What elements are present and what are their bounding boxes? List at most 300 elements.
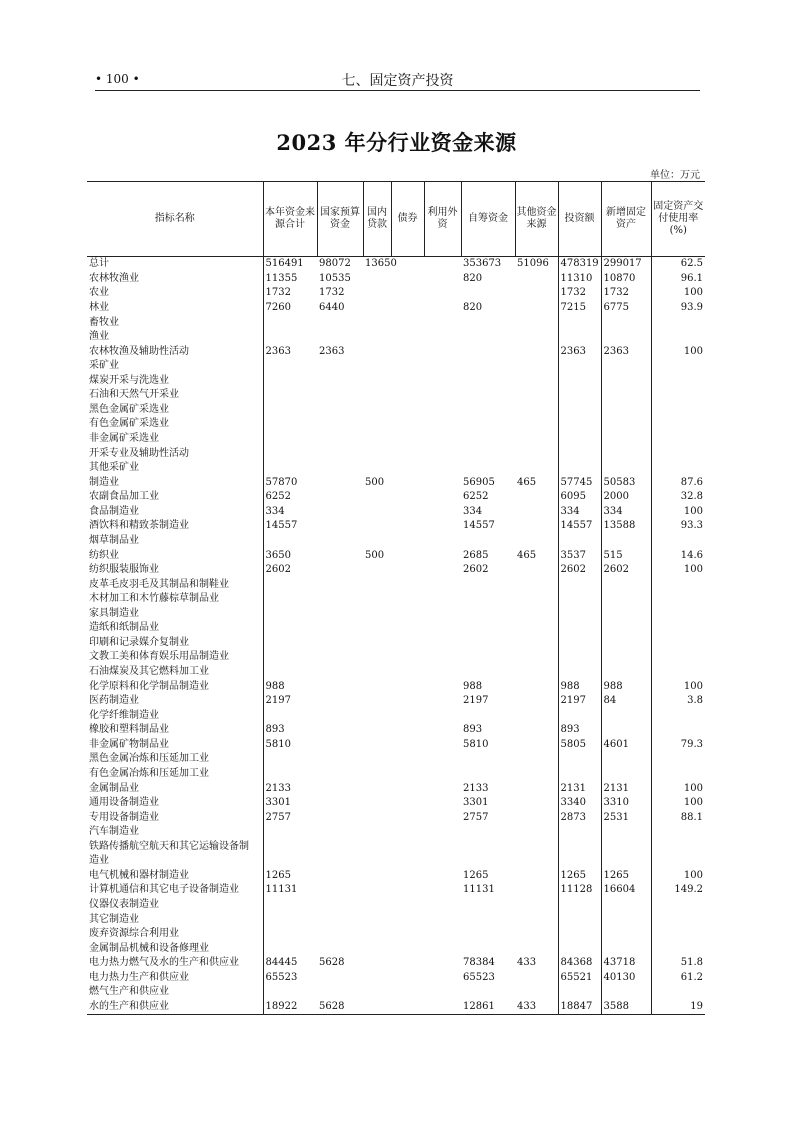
table-cell: 11128 <box>558 883 601 898</box>
table-cell <box>317 446 363 461</box>
table-cell <box>601 767 651 782</box>
table-cell <box>651 941 705 956</box>
table-cell: 84445 <box>263 956 317 971</box>
table-cell <box>424 490 461 505</box>
table-cell <box>515 738 558 753</box>
table-cell <box>515 796 558 811</box>
table-cell: 2133 <box>263 781 317 796</box>
table-cell <box>391 840 424 855</box>
column-header: 指标名称 <box>87 182 263 257</box>
table-cell <box>461 927 515 942</box>
table-cell: 14557 <box>263 519 317 534</box>
table-cell <box>424 359 461 374</box>
table-cell <box>317 548 363 563</box>
table-row <box>87 971 705 986</box>
table-cell <box>515 344 558 359</box>
table-cell <box>391 752 424 767</box>
table-cell <box>263 388 317 403</box>
table-cell <box>515 636 558 651</box>
table-cell <box>651 840 705 855</box>
row-label: 纺织服装服饰业 <box>89 564 159 576</box>
table-cell <box>391 315 424 330</box>
table-cell <box>424 272 461 287</box>
table-cell <box>515 417 558 432</box>
table-cell <box>317 898 363 913</box>
table-cell: 2131 <box>601 781 651 796</box>
table-cell <box>651 665 705 680</box>
column-header: 债券 <box>391 182 424 257</box>
row-label: 黑色金属矿采选业 <box>89 403 169 415</box>
table-row <box>87 577 705 592</box>
table-row <box>87 490 705 505</box>
table-cell <box>391 563 424 578</box>
table-cell <box>515 577 558 592</box>
table-cell <box>263 315 317 330</box>
table-cell <box>515 650 558 665</box>
table-cell <box>424 636 461 651</box>
table-cell <box>601 315 651 330</box>
table-cell <box>391 985 424 1000</box>
table-cell <box>424 417 461 432</box>
table-cell <box>461 388 515 403</box>
row-label: 烟草制品业 <box>89 534 139 546</box>
table-cell <box>363 650 391 665</box>
funding-sources-table <box>87 181 705 1015</box>
table-cell <box>363 272 391 287</box>
table-cell: 7215 <box>558 301 601 316</box>
table-cell <box>651 577 705 592</box>
table-cell <box>391 708 424 723</box>
table-cell <box>461 898 515 913</box>
unit-note: 单位：万元 <box>650 170 700 181</box>
table-cell <box>651 374 705 389</box>
table-row <box>87 534 705 549</box>
table-cell <box>363 359 391 374</box>
table-cell <box>461 636 515 651</box>
table-cell <box>263 650 317 665</box>
table-cell <box>651 446 705 461</box>
table-cell: 11131 <box>463 884 495 896</box>
table-cell <box>317 490 363 505</box>
table-cell <box>461 403 515 418</box>
table-cell <box>317 985 363 1000</box>
table-cell: 100 <box>651 869 705 884</box>
table-cell <box>515 679 558 694</box>
page-header <box>95 70 700 92</box>
table-cell <box>363 301 391 316</box>
table-cell <box>601 432 651 447</box>
table-cell <box>317 738 363 753</box>
table-cell: 78384 <box>463 957 495 969</box>
row-label: 金属制品机械和设备修理业 <box>89 942 209 954</box>
table-cell <box>363 679 391 694</box>
table-cell: 2197 <box>558 694 601 709</box>
table-cell <box>363 941 391 956</box>
table-cell <box>515 301 558 316</box>
table-cell <box>461 825 515 840</box>
table-cell <box>601 665 651 680</box>
table-cell <box>317 577 363 592</box>
table-cell: 18847 <box>558 1000 601 1015</box>
table-cell <box>317 563 363 578</box>
table-cell <box>263 417 317 432</box>
table-cell <box>515 461 558 476</box>
table-cell <box>391 403 424 418</box>
row-label: 有色金属冶炼和压延加工业 <box>89 767 209 779</box>
table-cell <box>461 840 515 855</box>
column-header: 新增固定资产 <box>601 182 651 257</box>
table-cell <box>558 912 601 927</box>
table-cell <box>558 854 601 869</box>
table-cell <box>424 432 461 447</box>
table-cell: 100 <box>651 286 705 301</box>
table-cell <box>391 825 424 840</box>
table-cell <box>515 869 558 884</box>
table-cell <box>391 592 424 607</box>
table-cell <box>391 767 424 782</box>
table-cell: 98072 <box>319 258 351 270</box>
table-cell: 6775 <box>601 301 651 316</box>
table-cell <box>601 417 651 432</box>
table-cell <box>391 1000 424 1015</box>
table-cell <box>263 374 317 389</box>
table-cell <box>651 752 705 767</box>
table-cell <box>601 650 651 665</box>
table-cell <box>263 912 317 927</box>
row-label: 其他采矿业 <box>89 462 139 474</box>
page-title: 2023 年分行业资金来源 <box>276 130 517 155</box>
table-cell: 2531 <box>601 810 651 825</box>
table-cell <box>558 607 601 622</box>
table-cell <box>515 825 558 840</box>
table-cell <box>363 636 391 651</box>
column-header: 自筹资金 <box>461 182 515 257</box>
row-label: 电力热力燃气及水的生产和供应业 <box>89 957 239 969</box>
row-label: 皮革毛皮羽毛及其制品和制鞋业 <box>89 578 229 590</box>
table-cell <box>601 446 651 461</box>
table-cell: 2363 <box>601 344 651 359</box>
table-cell <box>424 796 461 811</box>
table-cell: 353673 <box>463 258 502 270</box>
table-row <box>87 927 705 942</box>
table-cell <box>515 272 558 287</box>
row-label: 汽车制造业 <box>89 826 139 838</box>
table-cell: 61.2 <box>651 971 705 986</box>
row-label: 食品制造业 <box>89 505 139 517</box>
table-cell <box>515 985 558 1000</box>
table-row <box>87 898 705 913</box>
table-cell: 433 <box>517 957 537 969</box>
table-cell <box>363 607 391 622</box>
table-cell <box>391 519 424 534</box>
table-cell <box>558 665 601 680</box>
table-cell <box>424 563 461 578</box>
table-cell <box>391 577 424 592</box>
table-cell <box>363 665 391 680</box>
table-row <box>87 330 705 345</box>
table-cell <box>391 432 424 447</box>
table-cell: 50583 <box>601 475 651 490</box>
table-cell <box>263 985 317 1000</box>
table-cell: 51.8 <box>651 956 705 971</box>
table-cell <box>461 446 515 461</box>
table-cell: 93.3 <box>651 519 705 534</box>
table-cell: 2602 <box>463 564 489 576</box>
table-cell <box>558 621 601 636</box>
row-label: 造纸和纸制品业 <box>89 622 159 634</box>
table-cell <box>363 825 391 840</box>
table-row <box>87 636 705 651</box>
table-cell <box>651 825 705 840</box>
table-cell <box>651 417 705 432</box>
table-cell: 11310 <box>558 272 601 287</box>
table-cell <box>558 898 601 913</box>
table-cell: 988 <box>263 679 317 694</box>
table-cell <box>424 475 461 490</box>
table-cell <box>515 927 558 942</box>
table-cell: 3588 <box>601 1000 651 1015</box>
row-label: 纺织业 <box>89 549 119 561</box>
table-cell <box>601 461 651 476</box>
table-row <box>87 810 705 825</box>
column-header: 本年资金来源合计 <box>263 182 317 257</box>
table-cell <box>363 723 391 738</box>
row-label: 农林牧渔及辅助性活动 <box>89 345 189 357</box>
table-cell <box>461 854 515 869</box>
table-cell <box>424 883 461 898</box>
table-cell <box>558 403 601 418</box>
table-cell <box>391 272 424 287</box>
table-cell: 2757 <box>263 810 317 825</box>
table-cell: 2131 <box>558 781 601 796</box>
table-cell <box>317 505 363 520</box>
table-cell <box>317 752 363 767</box>
table-cell <box>651 461 705 476</box>
table-cell: 14557 <box>463 520 495 532</box>
table-row <box>87 417 705 432</box>
row-label: 金属制品业 <box>89 782 139 794</box>
table-cell <box>424 592 461 607</box>
table-cell <box>601 374 651 389</box>
table-row <box>87 650 705 665</box>
table-cell <box>424 330 461 345</box>
table-cell <box>317 592 363 607</box>
table-cell <box>601 927 651 942</box>
table-cell <box>424 548 461 563</box>
row-label: 总计 <box>89 258 109 270</box>
table-cell <box>461 708 515 723</box>
table-cell: 96.1 <box>651 272 705 287</box>
table-cell: 988 <box>601 679 651 694</box>
table-cell <box>424 752 461 767</box>
row-label: 畜牧业 <box>89 316 119 328</box>
table-cell <box>515 781 558 796</box>
table-cell: 11355 <box>263 272 317 287</box>
table-cell <box>461 592 515 607</box>
table-row <box>87 315 705 330</box>
table-row <box>87 752 705 767</box>
table-cell <box>424 374 461 389</box>
table-row <box>87 388 705 403</box>
table-cell <box>558 446 601 461</box>
table-cell <box>363 592 391 607</box>
table-cell <box>263 461 317 476</box>
table-cell <box>558 461 601 476</box>
table-cell <box>515 607 558 622</box>
table-row <box>87 592 705 607</box>
table-cell <box>424 679 461 694</box>
table-cell <box>263 607 317 622</box>
table-cell: 10535 <box>319 272 351 284</box>
table-cell <box>651 708 705 723</box>
table-cell <box>424 956 461 971</box>
table-cell <box>317 621 363 636</box>
table-row <box>87 985 705 1000</box>
table-cell <box>424 708 461 723</box>
table-cell <box>424 810 461 825</box>
table-cell <box>515 432 558 447</box>
table-cell: 1265 <box>463 869 489 881</box>
table-cell <box>424 577 461 592</box>
table-cell <box>515 854 558 869</box>
table-cell <box>363 708 391 723</box>
table-cell: 334 <box>263 505 317 520</box>
row-label: 印刷和记录媒介复制业 <box>89 636 189 648</box>
table-cell: 5810 <box>263 738 317 753</box>
table-cell: 3340 <box>558 796 601 811</box>
table-cell <box>515 898 558 913</box>
table-cell <box>424 286 461 301</box>
table-cell <box>515 840 558 855</box>
table-cell <box>363 577 391 592</box>
table-cell <box>424 446 461 461</box>
table-row <box>87 446 705 461</box>
table-cell <box>558 650 601 665</box>
table-cell <box>363 971 391 986</box>
table-cell <box>461 534 515 549</box>
table-cell <box>391 636 424 651</box>
table-cell: 2197 <box>263 694 317 709</box>
table-cell: 2602 <box>263 563 317 578</box>
table-cell <box>363 432 391 447</box>
table-cell <box>317 417 363 432</box>
table-cell <box>391 883 424 898</box>
table-cell <box>391 956 424 971</box>
table-cell: 3301 <box>263 796 317 811</box>
table-cell <box>424 825 461 840</box>
table-cell <box>317 781 363 796</box>
table-cell <box>363 446 391 461</box>
table-cell: 62.5 <box>651 257 705 272</box>
table-cell <box>515 403 558 418</box>
table-cell <box>601 577 651 592</box>
table-cell <box>317 723 363 738</box>
table-cell <box>515 330 558 345</box>
table-cell <box>424 505 461 520</box>
table-cell <box>391 301 424 316</box>
table-cell <box>651 912 705 927</box>
table-cell <box>558 534 601 549</box>
table-cell <box>263 330 317 345</box>
row-label: 林业 <box>89 301 109 313</box>
table-cell <box>424 738 461 753</box>
table-cell <box>558 592 601 607</box>
table-cell <box>391 388 424 403</box>
row-label: 计算机通信和其它电子设备制造业 <box>89 884 239 896</box>
row-label: 通用设备制造业 <box>89 797 159 809</box>
row-label: 化学原料和化学制品制造业 <box>89 680 209 692</box>
table-cell <box>391 490 424 505</box>
table-row <box>87 708 705 723</box>
table-cell <box>263 446 317 461</box>
table-cell <box>317 708 363 723</box>
table-cell: 1732 <box>601 286 651 301</box>
header-rule <box>95 90 700 91</box>
row-label: 采矿业 <box>89 360 119 372</box>
table-cell: 87.6 <box>651 475 705 490</box>
table-cell <box>424 665 461 680</box>
table-cell <box>317 971 363 986</box>
table-cell: 3310 <box>601 796 651 811</box>
column-header: 国家预算资金 <box>317 182 363 257</box>
table-cell <box>363 956 391 971</box>
table-cell <box>651 985 705 1000</box>
table-cell <box>363 840 391 855</box>
table-row <box>87 505 705 520</box>
table-cell <box>317 359 363 374</box>
table-cell <box>424 607 461 622</box>
row-label: 农林牧渔业 <box>89 272 139 284</box>
table-cell <box>601 534 651 549</box>
table-cell <box>558 636 601 651</box>
row-label: 仪器仪表制造业 <box>89 899 159 911</box>
table-cell: 65521 <box>558 971 601 986</box>
table-cell <box>317 796 363 811</box>
table-cell: 18922 <box>263 1000 317 1015</box>
table-cell <box>363 767 391 782</box>
table-cell <box>363 796 391 811</box>
table-cell <box>461 607 515 622</box>
table-cell: 88.1 <box>651 810 705 825</box>
table-cell <box>317 665 363 680</box>
table-cell: 2602 <box>601 563 651 578</box>
table-row <box>87 883 705 898</box>
table-row <box>87 854 705 869</box>
table-cell <box>263 592 317 607</box>
table-cell <box>558 315 601 330</box>
table-cell <box>263 636 317 651</box>
row-label: 农副食品加工业 <box>89 491 159 503</box>
table-cell <box>263 708 317 723</box>
table-cell: 7260 <box>263 301 317 316</box>
table-cell <box>558 374 601 389</box>
table-cell: 4601 <box>601 738 651 753</box>
table-cell <box>558 330 601 345</box>
table-cell: 334 <box>463 505 483 517</box>
table-cell <box>391 505 424 520</box>
table-cell <box>363 315 391 330</box>
table-cell: 100 <box>651 796 705 811</box>
table-cell: 100 <box>651 679 705 694</box>
table-cell <box>391 330 424 345</box>
table-cell: 1265 <box>263 869 317 884</box>
table-cell <box>263 767 317 782</box>
table-cell: 5810 <box>463 738 489 750</box>
table-cell: 65523 <box>263 971 317 986</box>
table-cell <box>391 869 424 884</box>
table-cell <box>515 694 558 709</box>
table-cell: 2363 <box>319 345 345 357</box>
